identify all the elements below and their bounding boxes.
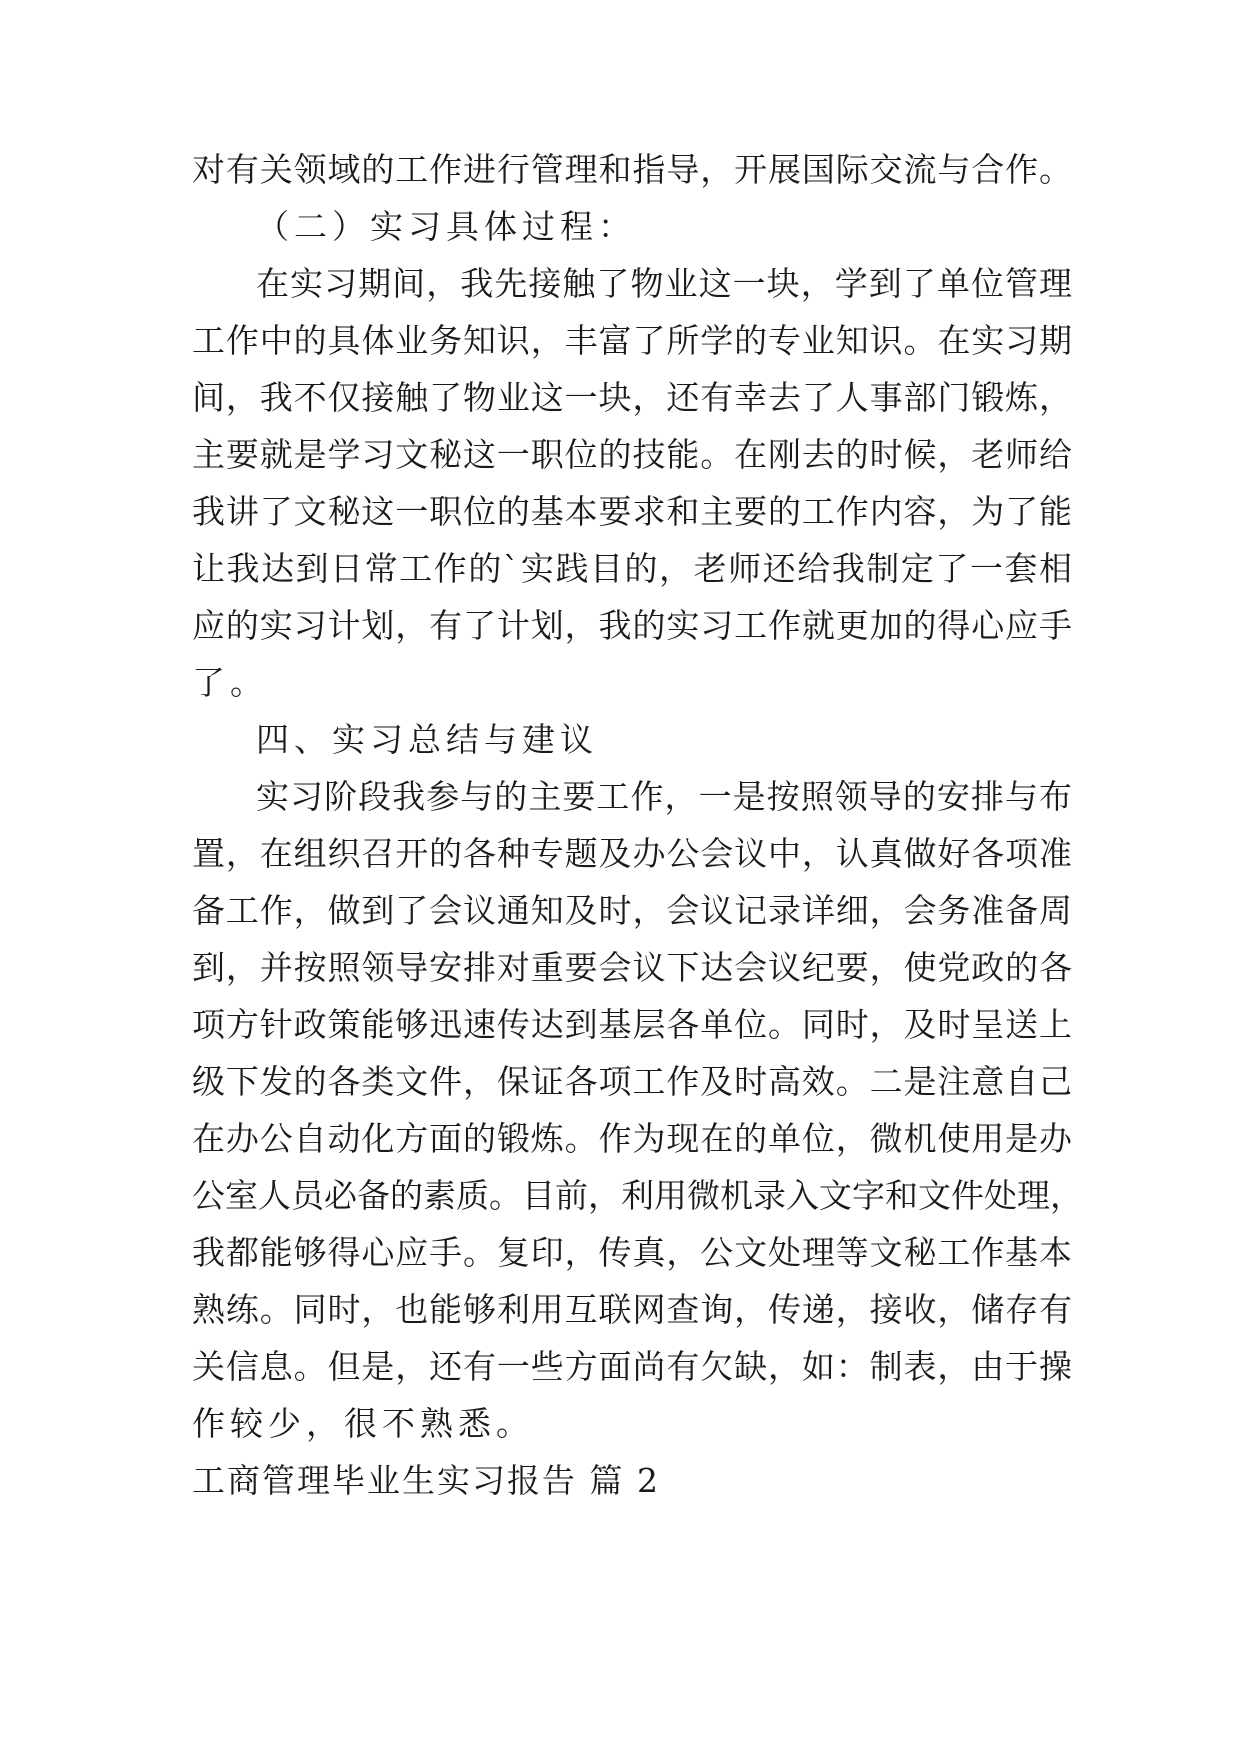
paragraph-line: 间，我不仅接触了物业这一块，还有幸去了人事部门锻炼， [192,378,1072,417]
paragraph-line: 在实习期间，我先接触了物业这一块，学到了单位管理 [256,264,1072,303]
paragraph-line: 我都能够得心应手。复印，传真，公文处理等文秘工作基本 [192,1233,1072,1272]
paragraph-line: 工作中的具体业务知识，丰富了所学的专业知识。在实习期 [192,321,1072,360]
paragraph-line: 级下发的各类文件，保证各项工作及时高效。二是注意自己 [192,1062,1072,1101]
paragraph-line: 我讲了文秘这一职位的基本要求和主要的工作内容，为了能 [192,492,1072,531]
paragraph-line: 到，并按照领导安排对重要会议下达会议纪要，使党政的各 [192,948,1072,987]
document-title: 工商管理毕业生实习报告 篇 2 [192,1461,660,1500]
paragraph-line: 在办公自动化方面的锻炼。作为现在的单位，微机使用是办 [192,1119,1072,1158]
paragraph-line: 备工作，做到了会议通知及时，会议记录详细，会务准备周 [192,891,1072,930]
paragraph-line: 项方针政策能够迅速传达到基层各单位。同时，及时呈送上 [192,1005,1072,1044]
paragraph-line: 让我达到日常工作的`实践目的，老师还给我制定了一套相 [192,549,1072,588]
paragraph-line: 应的实习计划，有了计划，我的实习工作就更加的得心应手 [192,606,1072,645]
section-heading: 四、实习总结与建议 [256,720,598,759]
paragraph-line: 关信息。但是，还有一些方面尚有欠缺，如：制表，由于操 [192,1347,1072,1386]
paragraph-line: 主要就是学习文秘这一职位的技能。在刚去的时候，老师给 [192,435,1072,474]
section-heading: （二）实习具体过程： [256,207,636,246]
paragraph-line: 置，在组织召开的各种专题及办公会议中，认真做好各项准 [192,834,1072,873]
paragraph-line: 实习阶段我参与的主要工作，一是按照领导的安排与布 [256,777,1072,816]
paragraph-line: 对有关领域的工作进行管理和指导，开展国际交流与合作。 [192,150,1072,189]
paragraph-line: 了。 [192,663,268,702]
paragraph-line: 熟练。同时，也能够利用互联网查询，传递，接收，储存有 [192,1290,1072,1329]
paragraph-line: 作较少，很不熟悉。 [192,1404,534,1443]
paragraph-line: 公室人员必备的素质。目前，利用微机录入文字和文件处理， [192,1176,1083,1215]
